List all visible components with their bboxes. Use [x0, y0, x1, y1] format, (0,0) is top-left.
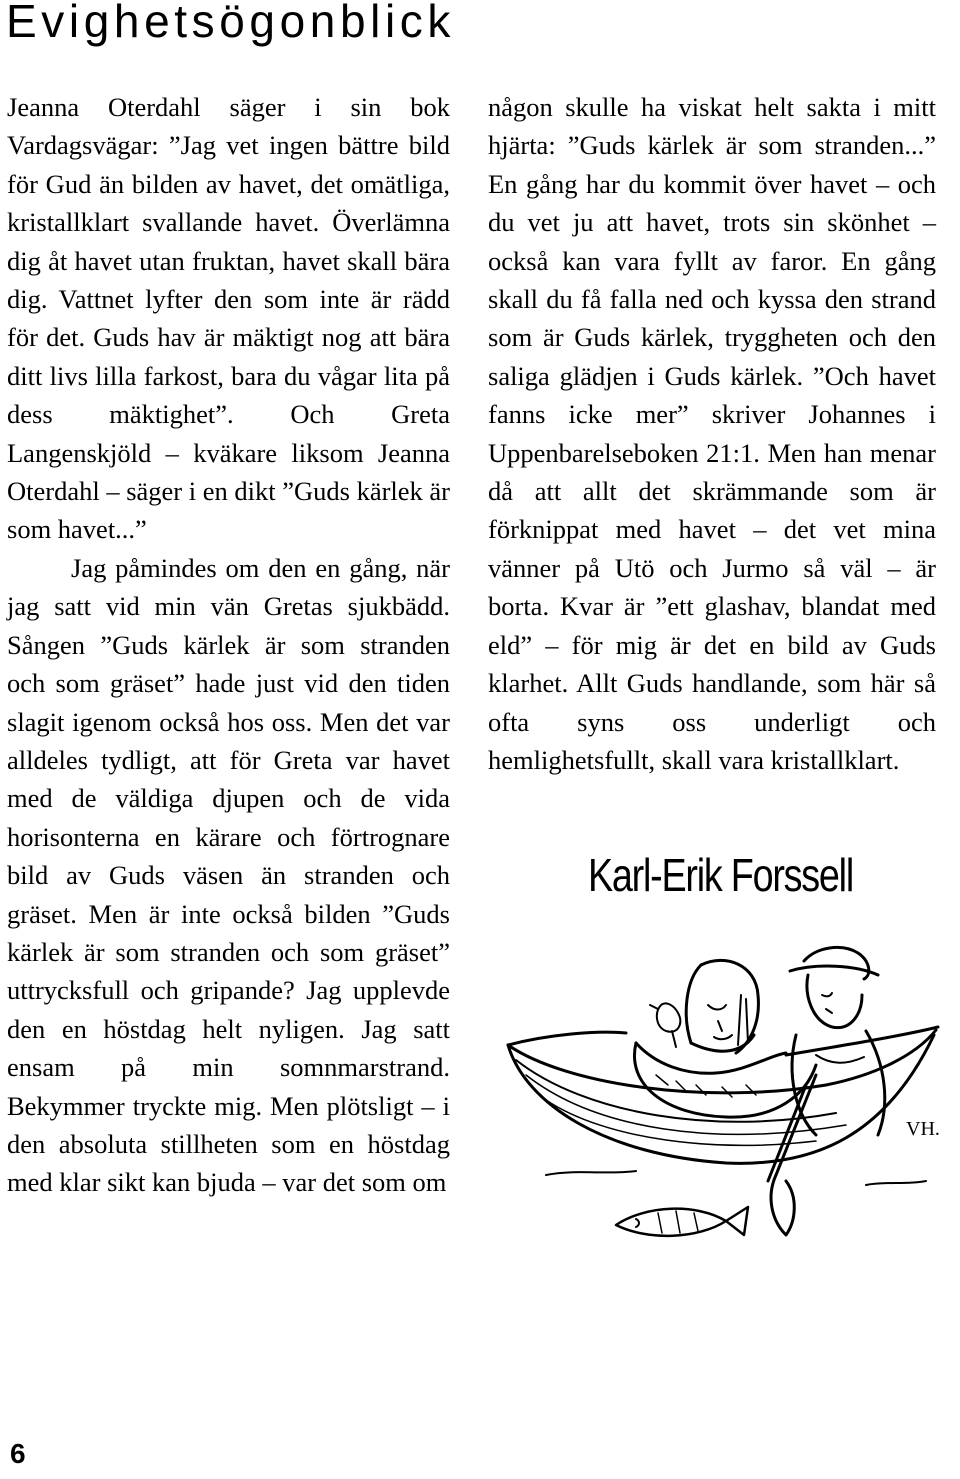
article-paragraph: någon skulle ha viskat helt sakta i mitt hjärta: ”Guds kärlek är som stranden...” En gång har du kommit över havet – och du vet ju att havet, trots sin skönhet – också kan vara fyllt av faror. En gång skall du få falla ned och kyssa den strand som är Guds kärlek, tryggheten och den saliga glädjen i Guds kärlek. ”Och havet fanns icke mer” skriver Johannes i Uppenbarelseboken 21:1. Men han menar då att allt det skrämmande som är förknippat med havet – det vet mina vänner på Utö och Jurmo så väl – är borta. Kvar är ”ett glashav, blandat med eld” – för mig är det en bild av Guds klarhet. Allt Guds handlande, som här så ofta syns oss underligt och hemlighetsfullt, skall vara kristallklart.: [488, 92, 936, 775]
artist-initials: VH.: [906, 1118, 940, 1140]
boat-illustration-icon: [486, 935, 952, 1285]
article-column-right: [488, 88, 936, 779]
page-number: 6: [10, 1438, 26, 1469]
author-signature: Karl-Erik Forssell: [588, 849, 853, 901]
article-paragraph: Jeanna Oterdahl säger i sin bok Vardagsvägar: ”Jag vet ingen bättre bild för Gud än bilden av havet, det omätliga, kristallklart svallande havet. Överlämna dig åt havet utan fruktan, havet skall bära dig. Vattnet lyfter den som inte är rädd för det. Guds hav är mäktigt nog att bära ditt livs lilla farkost, bara du vågar lita på dess mäktighet”. Och Greta Langenskjöld – kväkare liksom Jeanna Oterdahl – säger i en dikt ”Guds kärlek är som havet...”: [7, 92, 450, 545]
page-title: Evighetsögonblick: [6, 0, 455, 47]
article-paragraph: Jag påmindes om den en gång, när jag satt vid min vän Gretas sjukbädd. Sången ”Guds kärlek är som stranden och som gräset” hade just vid den tiden slagit igenom också hos oss. Men det var alldeles tydligt, att för Greta var havet med de väldiga djupen och de vida horisonterna en kärare och förtrognare bild av Guds väsen än stranden och gräset. Men är inte också bilden ”Guds kärlek är som stranden och som gräset” uttrycksfull och gripande? Jag upplevde den en höstdag helt nyligen. Jag satt ensam på min somnmarstrand. Bekymmer tryckte mig. Men plötsligt – i den absoluta stillheten som en höstdag med klar sikt kan bjuda – var det som om: [7, 552, 450, 1198]
article-column-left: [7, 88, 450, 1202]
